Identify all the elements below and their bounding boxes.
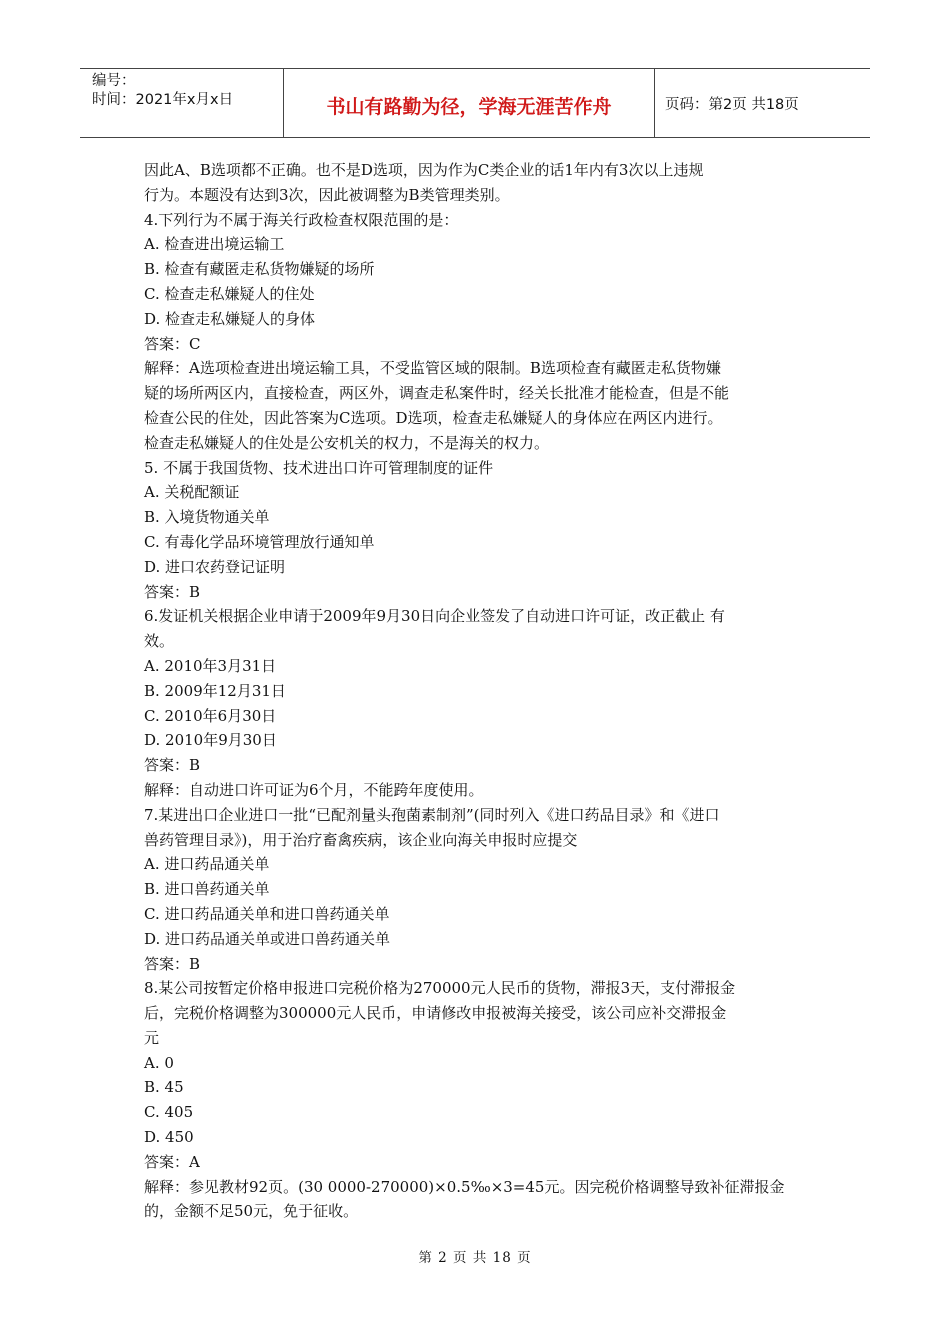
text-line: C. 有毒化学品环境管理放行通知单 <box>144 532 375 551</box>
text-line: 元 <box>144 1028 160 1047</box>
text-line: 答案：B <box>144 582 201 601</box>
page-footer: 第 2 页 共 18 页 <box>418 1250 532 1266</box>
text-line: A. 0 <box>144 1053 174 1072</box>
text-line: D. 450 <box>144 1128 194 1147</box>
document-time-label: 时间：2021年x月x日 <box>92 92 234 108</box>
text-line: 8.某公司按暂定价格申报进口完税价格为270000元人民币的货物，滞报3天，支付滞报金 <box>144 979 736 998</box>
text-line: 检查公民的住处，因此答案为C选项。D选项，检查走私嫌疑人的身体应在两区内进行。 <box>144 408 723 427</box>
text-line: B. 45 <box>144 1078 184 1097</box>
text-line: D. 检查走私嫌疑人的身体 <box>144 309 316 328</box>
text-line: 行为。本题没有达到3次，因此被调整为B类管理类别。 <box>144 185 510 204</box>
text-line: B. 检查有藏匿走私货物嫌疑的场所 <box>144 260 375 279</box>
text-line: 4.下列行为不属于海关行政检查权限范围的是： <box>144 210 459 229</box>
text-line: D. 进口药品通关单或进口兽药通关单 <box>144 929 391 948</box>
text-line: A. 2010年3月31日 <box>144 656 277 675</box>
page-header <box>80 68 870 138</box>
text-line: D. 2010年9月30日 <box>144 731 277 750</box>
text-line: 检查走私嫌疑人的住处是公安机关的权力，不是海关的权力。 <box>144 433 550 452</box>
text-line: 7.某进出口企业进口一批“已配剂量头孢菌素制剂”(同时列入《进口药品目录》和《进口 <box>144 805 720 824</box>
text-line: B. 入境货物通关单 <box>144 508 270 527</box>
text-line: A. 进口药品通关单 <box>144 855 270 874</box>
text-line: 6.发证机关根据企业申请于2009年9月30日向企业签发了自动进口许可证，改正截止 有 <box>144 607 725 626</box>
text-line: 5. 不属于我国货物、技术进出口许可管理制度的证件 <box>144 458 494 477</box>
text-line: B. 进口兽药通关单 <box>144 880 270 899</box>
text-line: 解释：自动进口许可证为6个月，不能跨年度使用。 <box>144 780 484 799</box>
header-page-code: 页码：第2页 共18页 <box>665 96 799 113</box>
text-line: 效。 <box>144 632 175 651</box>
text-line: 答案：B <box>144 756 201 775</box>
text-line: C. 进口药品通关单和进口兽药通关单 <box>144 904 390 923</box>
text-line: 答案：B <box>144 954 201 973</box>
text-line: D. 进口农药登记证明 <box>144 557 286 576</box>
header-info-cell <box>80 69 283 137</box>
text-line: 解释：A选项检查进出境运输工具，不受监管区域的限制。B选项检查有藏匿走私货物嫌 <box>144 359 721 378</box>
text-line: C. 2010年6月30日 <box>144 706 277 725</box>
text-line: 的，金额不足50元，免于征收。 <box>144 1202 359 1221</box>
text-line: A. 检查进出境运输工 <box>144 235 285 254</box>
text-line: C. 405 <box>144 1103 194 1122</box>
text-line: 因此A、B选项都不正确。也不是D选项，因为作为C类企业的话1年内有3次以上违规 <box>144 161 704 179</box>
text-line: B. 2009年12月31日 <box>144 681 286 700</box>
text-line: 后，完税价格调整为300000元人民币，申请修改申报被海关接受，该公司应补交滞报金 <box>144 1004 727 1023</box>
text-line: 兽药管理目录》)，用于治疗畜禽疾病，该企业向海关申报时应提交 <box>144 830 578 849</box>
text-line: C. 检查走私嫌疑人的住处 <box>144 284 315 303</box>
text-line: A. 关税配额证 <box>144 483 240 502</box>
text-line: 解释：参见教材92页。(30 0000-270000)×0.5‰×3=45元。因完税价格调整导致补征滞报金 <box>144 1177 785 1196</box>
text-line: 答案：A <box>144 1152 200 1171</box>
text-line: 答案：C <box>144 334 201 353</box>
document-number-label: 编号： <box>92 73 136 89</box>
text-line: 疑的场所两区内，直接检查，两区外，调查走私案件时，经关长批准才能检查，但是不能 <box>144 384 730 403</box>
document-body <box>144 158 809 1224</box>
header-motto: 书山有路勤为径，学海无涯苦作舟 <box>283 69 655 137</box>
